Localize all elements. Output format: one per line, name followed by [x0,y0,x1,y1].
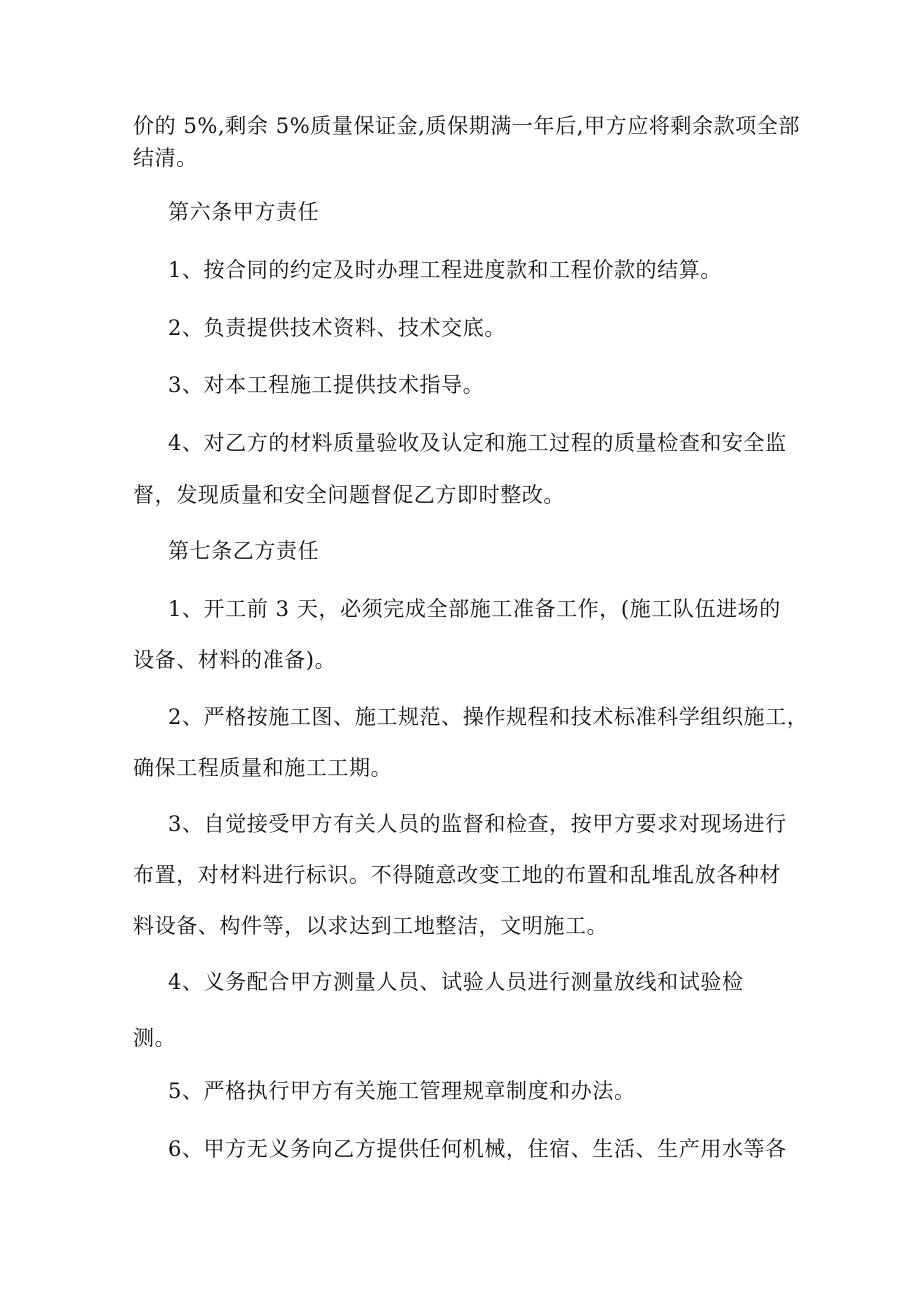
paragraph-line: 3、对本工程施工提供技术指导。 [168,373,485,397]
paragraph-line: 布置，对材料进行标识。不得随意改变工地的布置和乱堆乱放各种材 [133,863,781,887]
paragraph-line: 1、开工前 3 天，必须完成全部施工准备工作，(施工队伍进场的 [168,597,781,621]
paragraph-line: 4、对乙方的材料质量验收及认定和施工过程的质量检查和安全监 [168,431,787,455]
section-heading-6: 第六条甲方责任 [168,200,320,224]
paragraph-line: 设备、材料的准备)。 [133,648,337,672]
paragraph-line: 3、自觉接受甲方有关人员的监督和检查，按甲方要求对现场进行 [168,812,787,836]
section-heading-7: 第七条乙方责任 [168,539,320,563]
paragraph-line: 价的 5%,剩余 5%质量保证金,质保期满一年后,甲方应将剩余款项全部 [133,114,801,138]
paragraph-line: 1、按合同的约定及时办理工程进度款和工程价款的结算。 [168,258,722,282]
paragraph-line: 确保工程质量和施工工期。 [133,756,393,780]
paragraph-line: 5、严格执行甲方有关施工管理规章制度和办法。 [168,1079,636,1103]
paragraph-line: 6、甲方无义务向乙方提供任何机械，住宿、生活、生产用水等各 [168,1137,787,1161]
paragraph-line: 料设备、构件等，以求达到工地整洁，文明施工。 [133,914,609,938]
paragraph-line: 2、负责提供技术资料、技术交底。 [168,316,506,340]
paragraph-line: 督，发现质量和安全问题督促乙方即时整改。 [133,483,565,507]
paragraph-line: 结清。 [133,146,198,170]
paragraph-line: 测。 [133,1026,177,1050]
paragraph-line: 4、义务配合甲方测量人员、试验人员进行测量放线和试验检 [168,970,744,994]
paragraph-line: 2、严格按施工图、施工规范、操作规程和技术标准科学组织施工， [168,705,809,729]
